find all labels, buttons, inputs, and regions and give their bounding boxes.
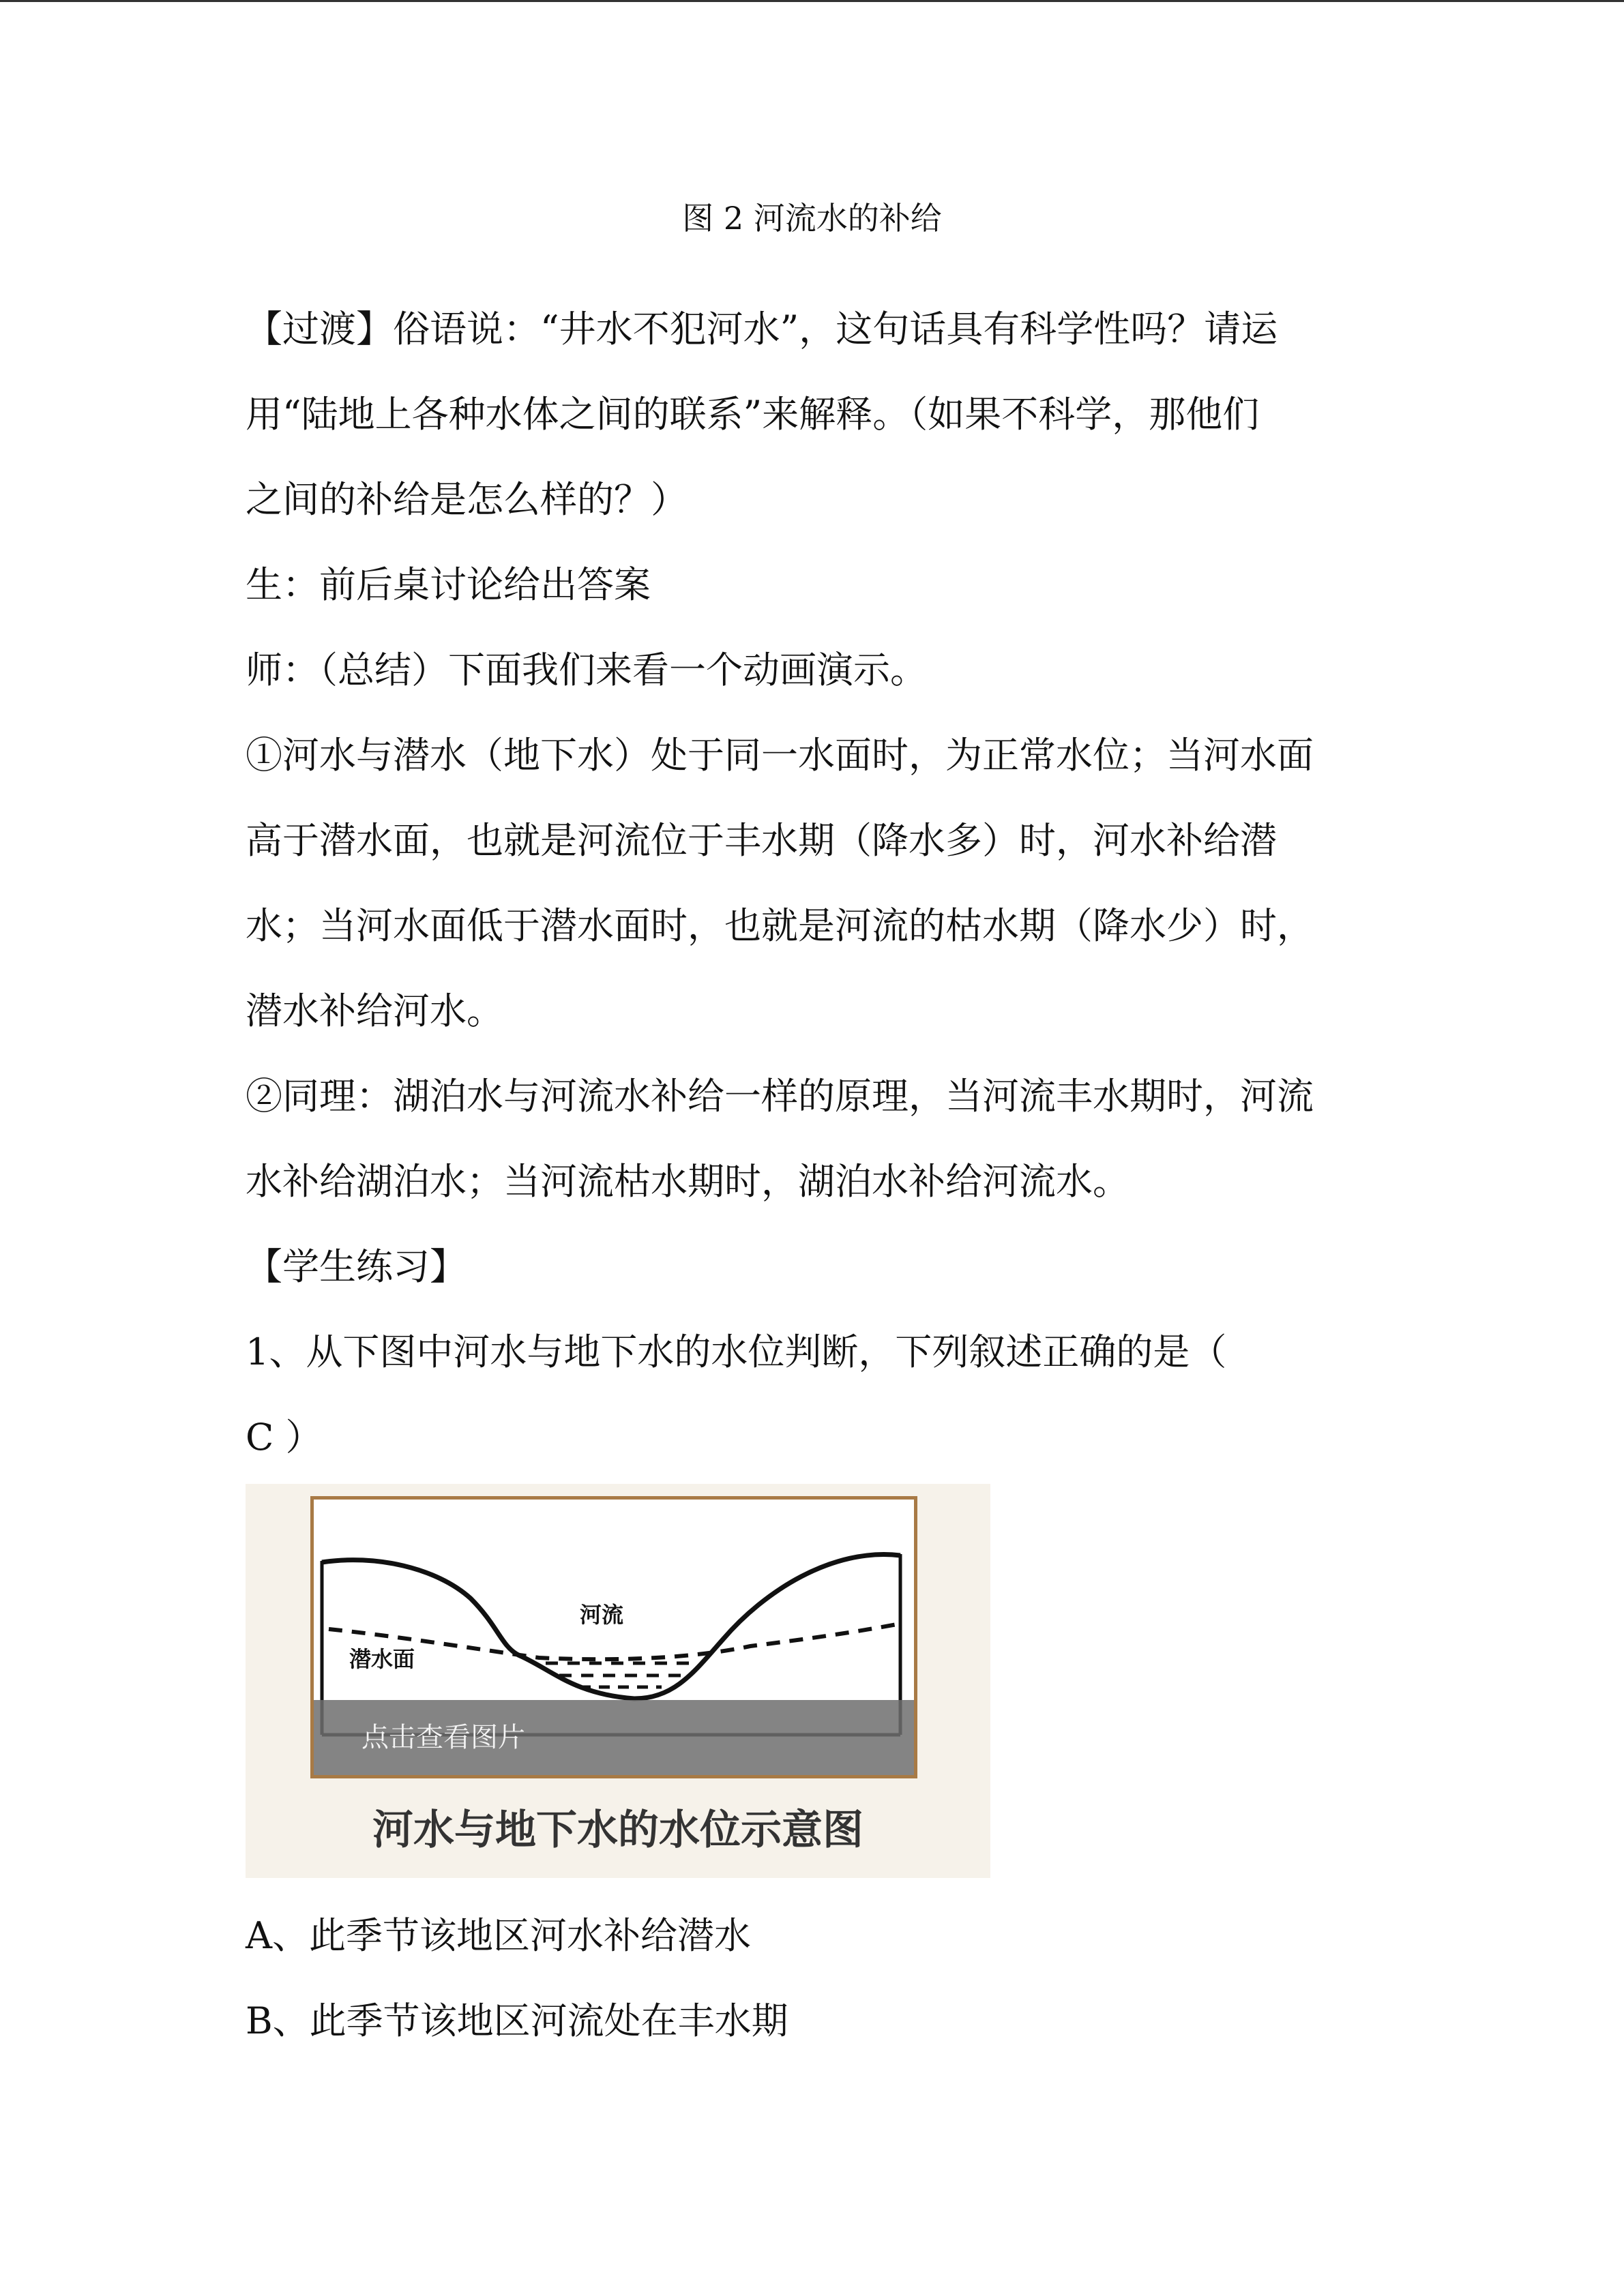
- paragraph-line: 之间的补给是怎么样的？）: [246, 478, 688, 521]
- paragraph-line: 水补给湖泊水；当河流枯水期时，湖泊水补给河流水。: [246, 1160, 1130, 1203]
- view-image-text[interactable]: 点击查看图片: [361, 1722, 525, 1753]
- river-label: 河流: [580, 1602, 624, 1628]
- question-answer: C ）: [246, 1416, 323, 1459]
- paragraph-line: 生：前后桌讨论给出答案: [246, 563, 651, 606]
- paragraph-line: 师：（总结）下面我们来看一个动画演示。: [246, 648, 927, 691]
- groundwater-label: 潜水面: [349, 1646, 415, 1672]
- view-image-overlay[interactable]: [314, 1700, 914, 1775]
- paragraph-line: ①河水与潜水（地下水）处于同一水面时，为正常水位；当河水面: [246, 734, 1314, 777]
- paragraph-line: 水；当河水面低于潜水面时，也就是河流的枯水期（降水少）时，: [246, 904, 1314, 947]
- paragraph-line: ②同理：湖泊水与河流水补给一样的原理，当河流丰水期时，河流: [246, 1075, 1314, 1118]
- document-body: [246, 286, 1391, 1480]
- question-text: 1、从下图中河水与地下水的水位判断，下列叙述正确的是（: [246, 1330, 1227, 1373]
- figure-caption: 图 2 河流水的补给: [682, 200, 942, 237]
- figure-title: 河水与地下水的水位示意图: [372, 1806, 863, 1854]
- paragraph-line: 用“陆地上各种水体之间的联系”来解释。（如果不科学，那他们: [246, 393, 1260, 436]
- paragraph-line: 高于潜水面，也就是河流位于丰水期（降水多）时，河水补给潜: [246, 819, 1277, 862]
- paragraph-line: 【过渡】俗语说：“井水不犯河水”，这句话具有科学性吗？请运: [246, 308, 1278, 351]
- page-top-border: [0, 0, 1624, 2]
- answer-options: [246, 1893, 1391, 2063]
- water-level-figure: [246, 1484, 990, 1878]
- section-heading: 【学生练习】: [246, 1245, 467, 1288]
- option-a: A、此季节该地区河水补给潜水: [246, 1914, 751, 1957]
- paragraph-line: 潜水补给河水。: [246, 989, 503, 1032]
- figure-image[interactable]: [310, 1496, 917, 1778]
- option-b: B、此季节该地区河流处在丰水期: [246, 1999, 788, 2042]
